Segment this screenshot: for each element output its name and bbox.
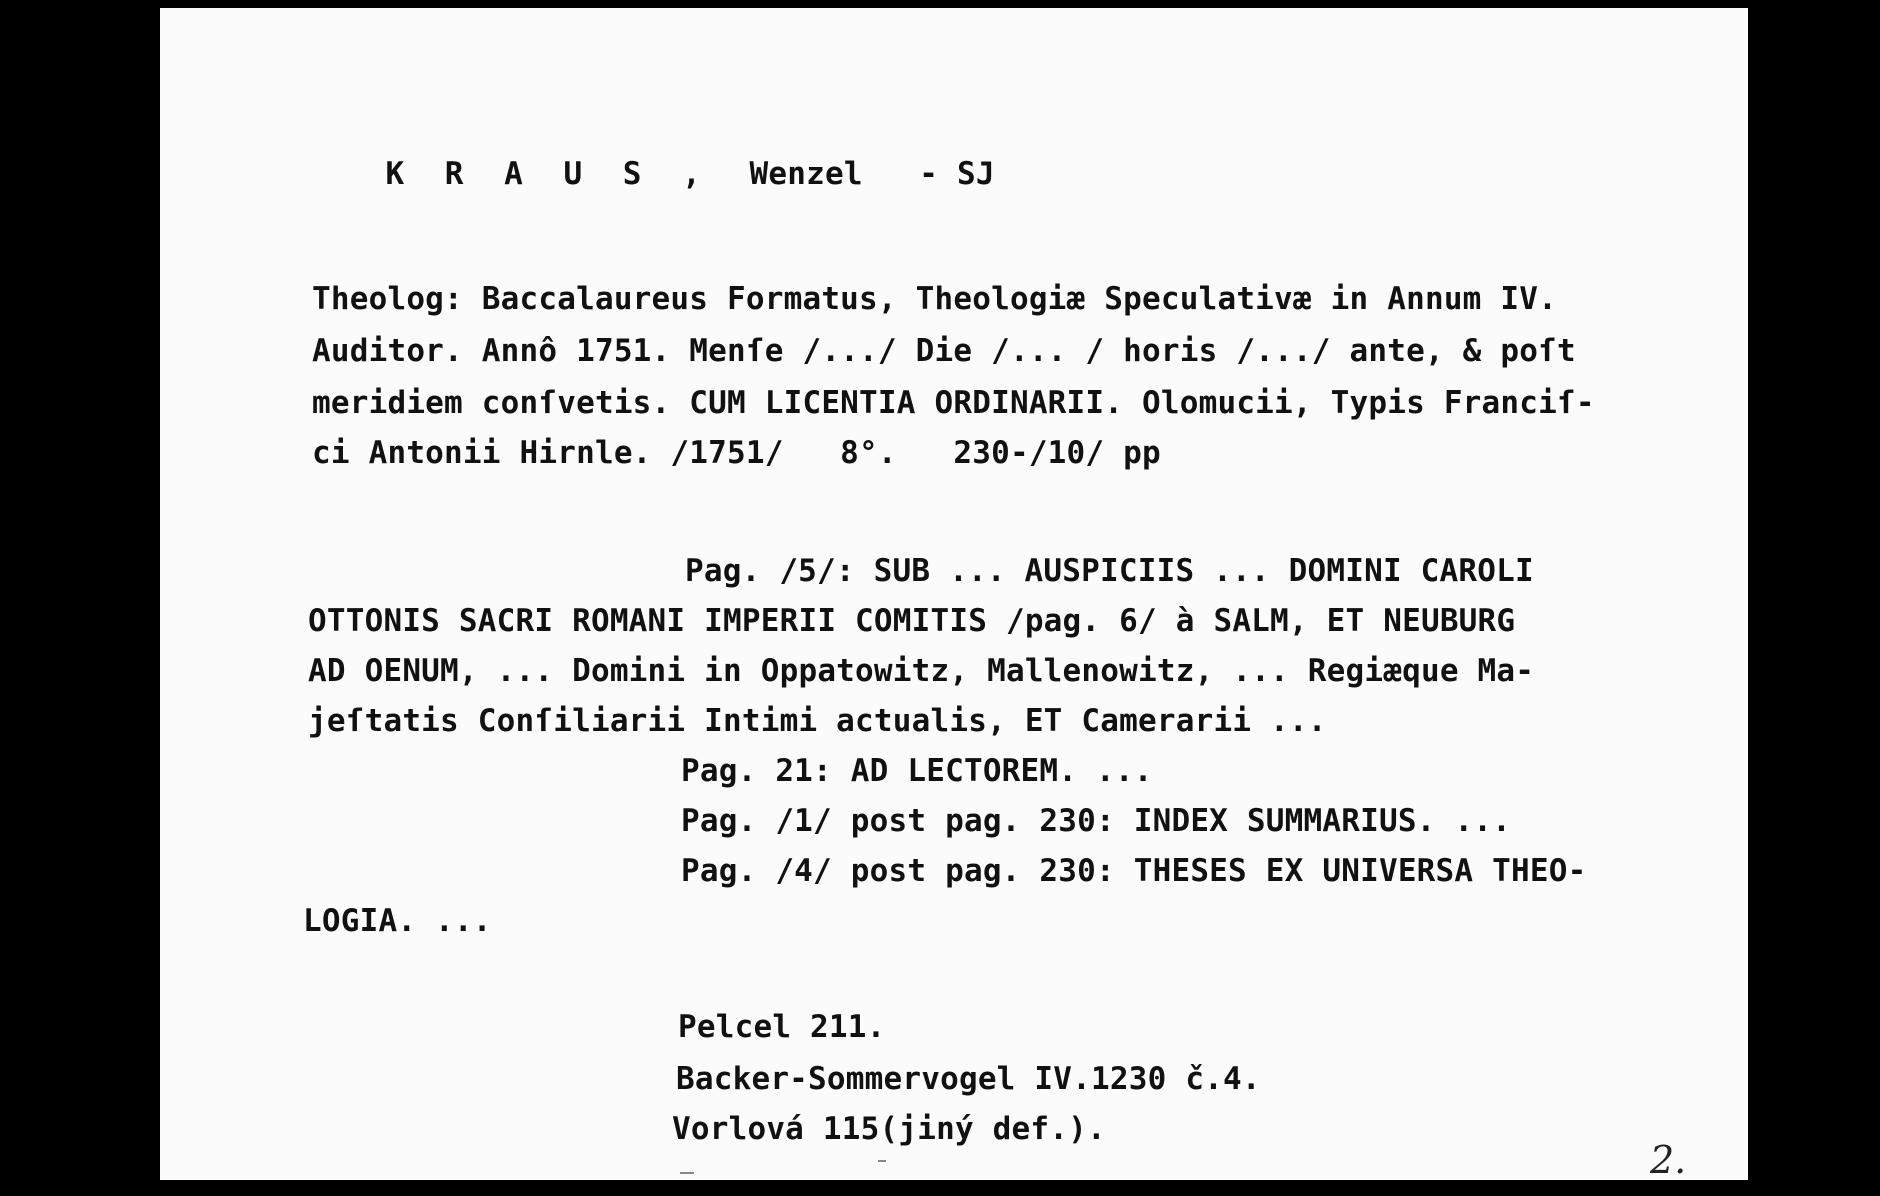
description-line: Auditor. Annô 1751. Menſe /.../ Die /... / horis /.../ ante, & poſt: [312, 333, 1576, 369]
description-line: meridiem conſvetis. CUM LICENTIA ORDINARII. Olomucii, Typis Franciſ-: [312, 385, 1595, 421]
description-line: ci Antonii Hirnle. /1751/ 8°. 230-/10/ pp: [312, 435, 1161, 471]
catalog-card: [160, 8, 1748, 1180]
contents-line: OTTONIS SACRI ROMANI IMPERII COMITIS /pag. 6/ à SALM, ET NEUBURG: [308, 603, 1516, 639]
reference-line: Vorlová 115(jiný def.).: [672, 1111, 1106, 1147]
author-forename: Wenzel: [749, 156, 863, 192]
contents-line: jeſtatis Conſiliarii Intimi actualis, ET Camerarii ...: [308, 703, 1327, 739]
reference-line: Backer-Sommervogel IV.1230 č.4.: [676, 1061, 1261, 1097]
contents-line: Pag. 21: AD LECTOREM. ...: [681, 753, 1153, 789]
contents-line: Pag. /1/ post pag. 230: INDEX SUMMARIUS. ...: [681, 803, 1511, 839]
description-line: Theolog: Baccalaureus Formatus, Theologiæ Speculativæ in Annum IV.: [312, 281, 1557, 317]
contents-line: Pag. /5/: SUB ... AUSPICIIS ... DOMINI CAROLI: [685, 553, 1534, 589]
scan-speck: [878, 1160, 886, 1162]
contents-line: LOGIA. ...: [303, 903, 492, 939]
card-heading: [310, 128, 995, 221]
handwritten-card-number: 2.: [1650, 1138, 1687, 1182]
author-surname: K R A U S ,: [385, 156, 712, 192]
contents-line: Pag. /4/ post pag. 230: THESES EX UNIVERSA THEO-: [681, 853, 1587, 889]
contents-line: AD OENUM, ... Domini in Oppatowitz, Mallenowitz, ... Regiæque Ma-: [308, 653, 1535, 689]
reference-line: Pelcel 211.: [678, 1009, 886, 1045]
scan-speck: [680, 1172, 694, 1174]
religious-order: - SJ: [919, 156, 995, 192]
